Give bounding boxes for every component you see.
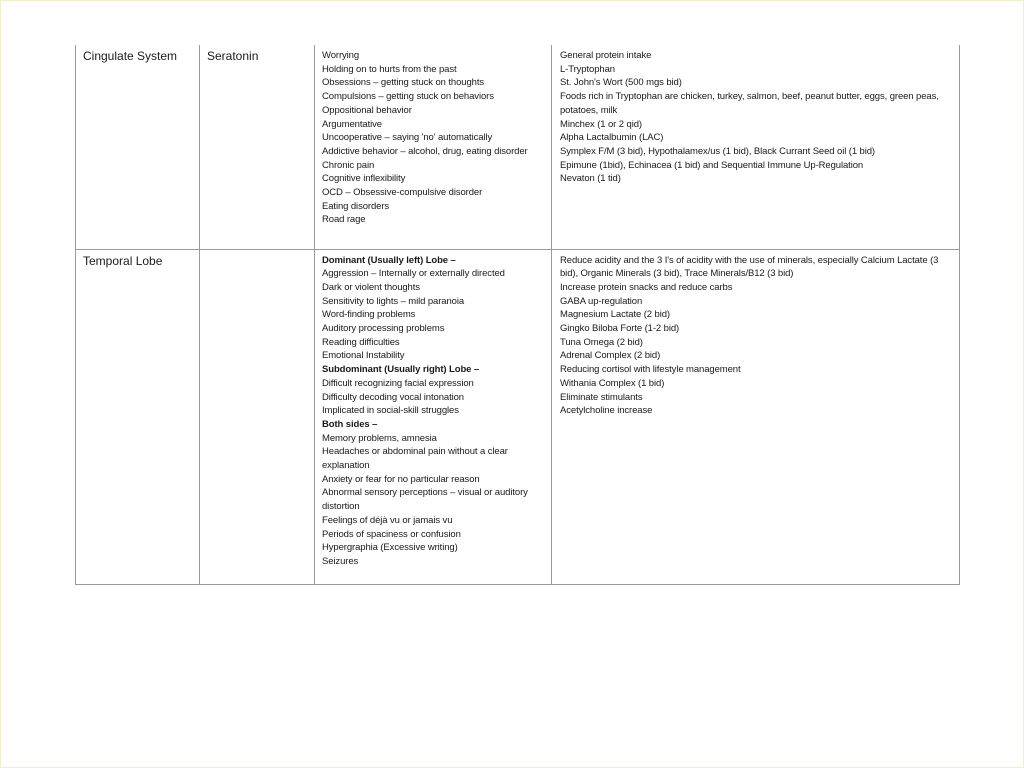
list-item: Oppositional behavior	[322, 104, 412, 116]
list-item: Addictive behavior – alcohol, drug, eating disorder	[322, 145, 528, 157]
list-item: Difficulty decoding vocal intonation	[322, 391, 464, 403]
treatments-cell	[552, 249, 960, 584]
list-item: Periods of spaciness or confusion	[322, 528, 461, 540]
list-item: Adrenal Complex (2 bid)	[560, 350, 661, 362]
list-item: Obsessions – getting stuck on thoughts	[322, 77, 485, 89]
list-item: Chronic pain	[322, 159, 375, 171]
list-item: Epimune (1bid), Echinacea (1 bid) and Sequential Immune Up-Regulation	[560, 159, 864, 171]
treatments-list	[553, 46, 958, 192]
neurotransmitter-cell	[200, 45, 315, 249]
list-item: Increase protein snacks and reduce carbs	[560, 281, 733, 293]
list-item: Foods rich in Tryptophan are chicken, turkey, salmon, beef, peanut butter, eggs, green peas, potatoes, milk	[560, 91, 939, 116]
list-item: GABA up-regulation	[560, 295, 643, 307]
list-item: Compulsions – getting stuck on behaviors	[322, 91, 494, 103]
brain-area-label: Temporal Lobe	[83, 253, 163, 268]
list-item: Hypergraphia (Excessive writing)	[322, 542, 458, 554]
neurotransmitter-cell	[200, 249, 315, 584]
list-item: Eating disorders	[322, 200, 390, 212]
neurotransmitter-label	[201, 251, 313, 254]
list-item: Magnesium Lactate (2 bid)	[560, 309, 670, 321]
brain-area-cell	[76, 45, 200, 249]
list-item: Road rage	[322, 214, 366, 226]
symptoms-cell	[315, 45, 552, 249]
list-item: Nevaton (1 tid)	[560, 173, 621, 185]
list-item: Withania Complex (1 bid)	[560, 377, 665, 389]
treatments-cell	[552, 45, 960, 249]
list-heading: Subdominant (Usually right) Lobe –	[322, 364, 480, 376]
list-item: Emotional Instability	[322, 350, 405, 362]
treatments-list	[553, 251, 958, 424]
list-item: Tuna Omega (2 bid)	[560, 336, 643, 348]
list-item: Acetylcholine increase	[560, 405, 653, 417]
list-item: Implicated in social-skill struggles	[322, 405, 459, 417]
list-item: Alpha Lactalbumin (LAC)	[560, 132, 664, 144]
symptoms-cell	[315, 249, 552, 584]
list-item: Abnormal sensory perceptions – visual or auditory distortion	[322, 487, 528, 513]
list-item: Sensitivity to lights – mild paranoia	[322, 295, 465, 307]
list-item: Headaches or abdominal pain without a clear explanation	[322, 446, 508, 472]
list-item: Aggression – Internally or externally directed	[322, 268, 505, 280]
list-item: Feelings of déjà vu or jamais vu	[322, 514, 453, 526]
list-item: Minchex (1 or 2 qid)	[560, 118, 642, 130]
list-item: Uncooperative – saying 'no' automatically	[322, 132, 493, 144]
list-item: Difficult recognizing facial expression	[322, 377, 474, 389]
list-item: General protein intake	[560, 50, 652, 61]
neurotransmitter-label: Seratonin	[207, 49, 259, 63]
table-row	[76, 45, 960, 249]
list-item: Argumentative	[322, 118, 382, 130]
list-item: Eliminate stimulants	[560, 391, 643, 403]
list-item: Dark or violent thoughts	[322, 281, 420, 293]
list-item: Anxiety or fear for no particular reason	[322, 473, 480, 485]
list-item: Cognitive inflexibility	[322, 173, 406, 185]
list-item: Symplex F/M (3 bid), Hypothalamex/us (1 bid), Black Currant Seed oil (1 bid)	[560, 145, 875, 157]
list-heading: Both sides –	[322, 418, 378, 430]
list-item: St. John's Wort (500 mgs bid)	[560, 77, 682, 89]
list-item: Reduce acidity and the 3 I's of acidity with the use of minerals, especially Calcium Lactate (3 bid), Organic Minerals (3 bid), Trace Minerals/B12 (3 bid)	[560, 254, 939, 280]
symptoms-list	[316, 46, 550, 233]
list-item: Seizures	[322, 555, 359, 567]
list-item: Word-finding problems	[322, 309, 416, 321]
list-item: Holding on to hurts from the past	[322, 63, 457, 75]
list-item: L-Tryptophan	[560, 63, 615, 75]
list-item: Worrying	[322, 50, 360, 61]
list-item: Memory problems, amnesia	[322, 432, 437, 444]
list-item: Gingko Biloba Forte (1-2 bid)	[560, 323, 680, 335]
symptoms-list	[316, 251, 550, 575]
list-item: Reducing cortisol with lifestyle management	[560, 364, 741, 376]
list-item: Auditory processing problems	[322, 323, 445, 335]
brain-area-label: Cingulate System	[83, 49, 178, 63]
brain-area-cell	[76, 249, 200, 584]
table-row	[76, 249, 960, 584]
list-item: OCD – Obsessive-compulsive disorder	[322, 187, 483, 199]
brain-system-table	[75, 45, 960, 585]
list-heading: Dominant (Usually left) Lobe –	[322, 254, 456, 266]
list-item: Reading difficulties	[322, 336, 400, 348]
